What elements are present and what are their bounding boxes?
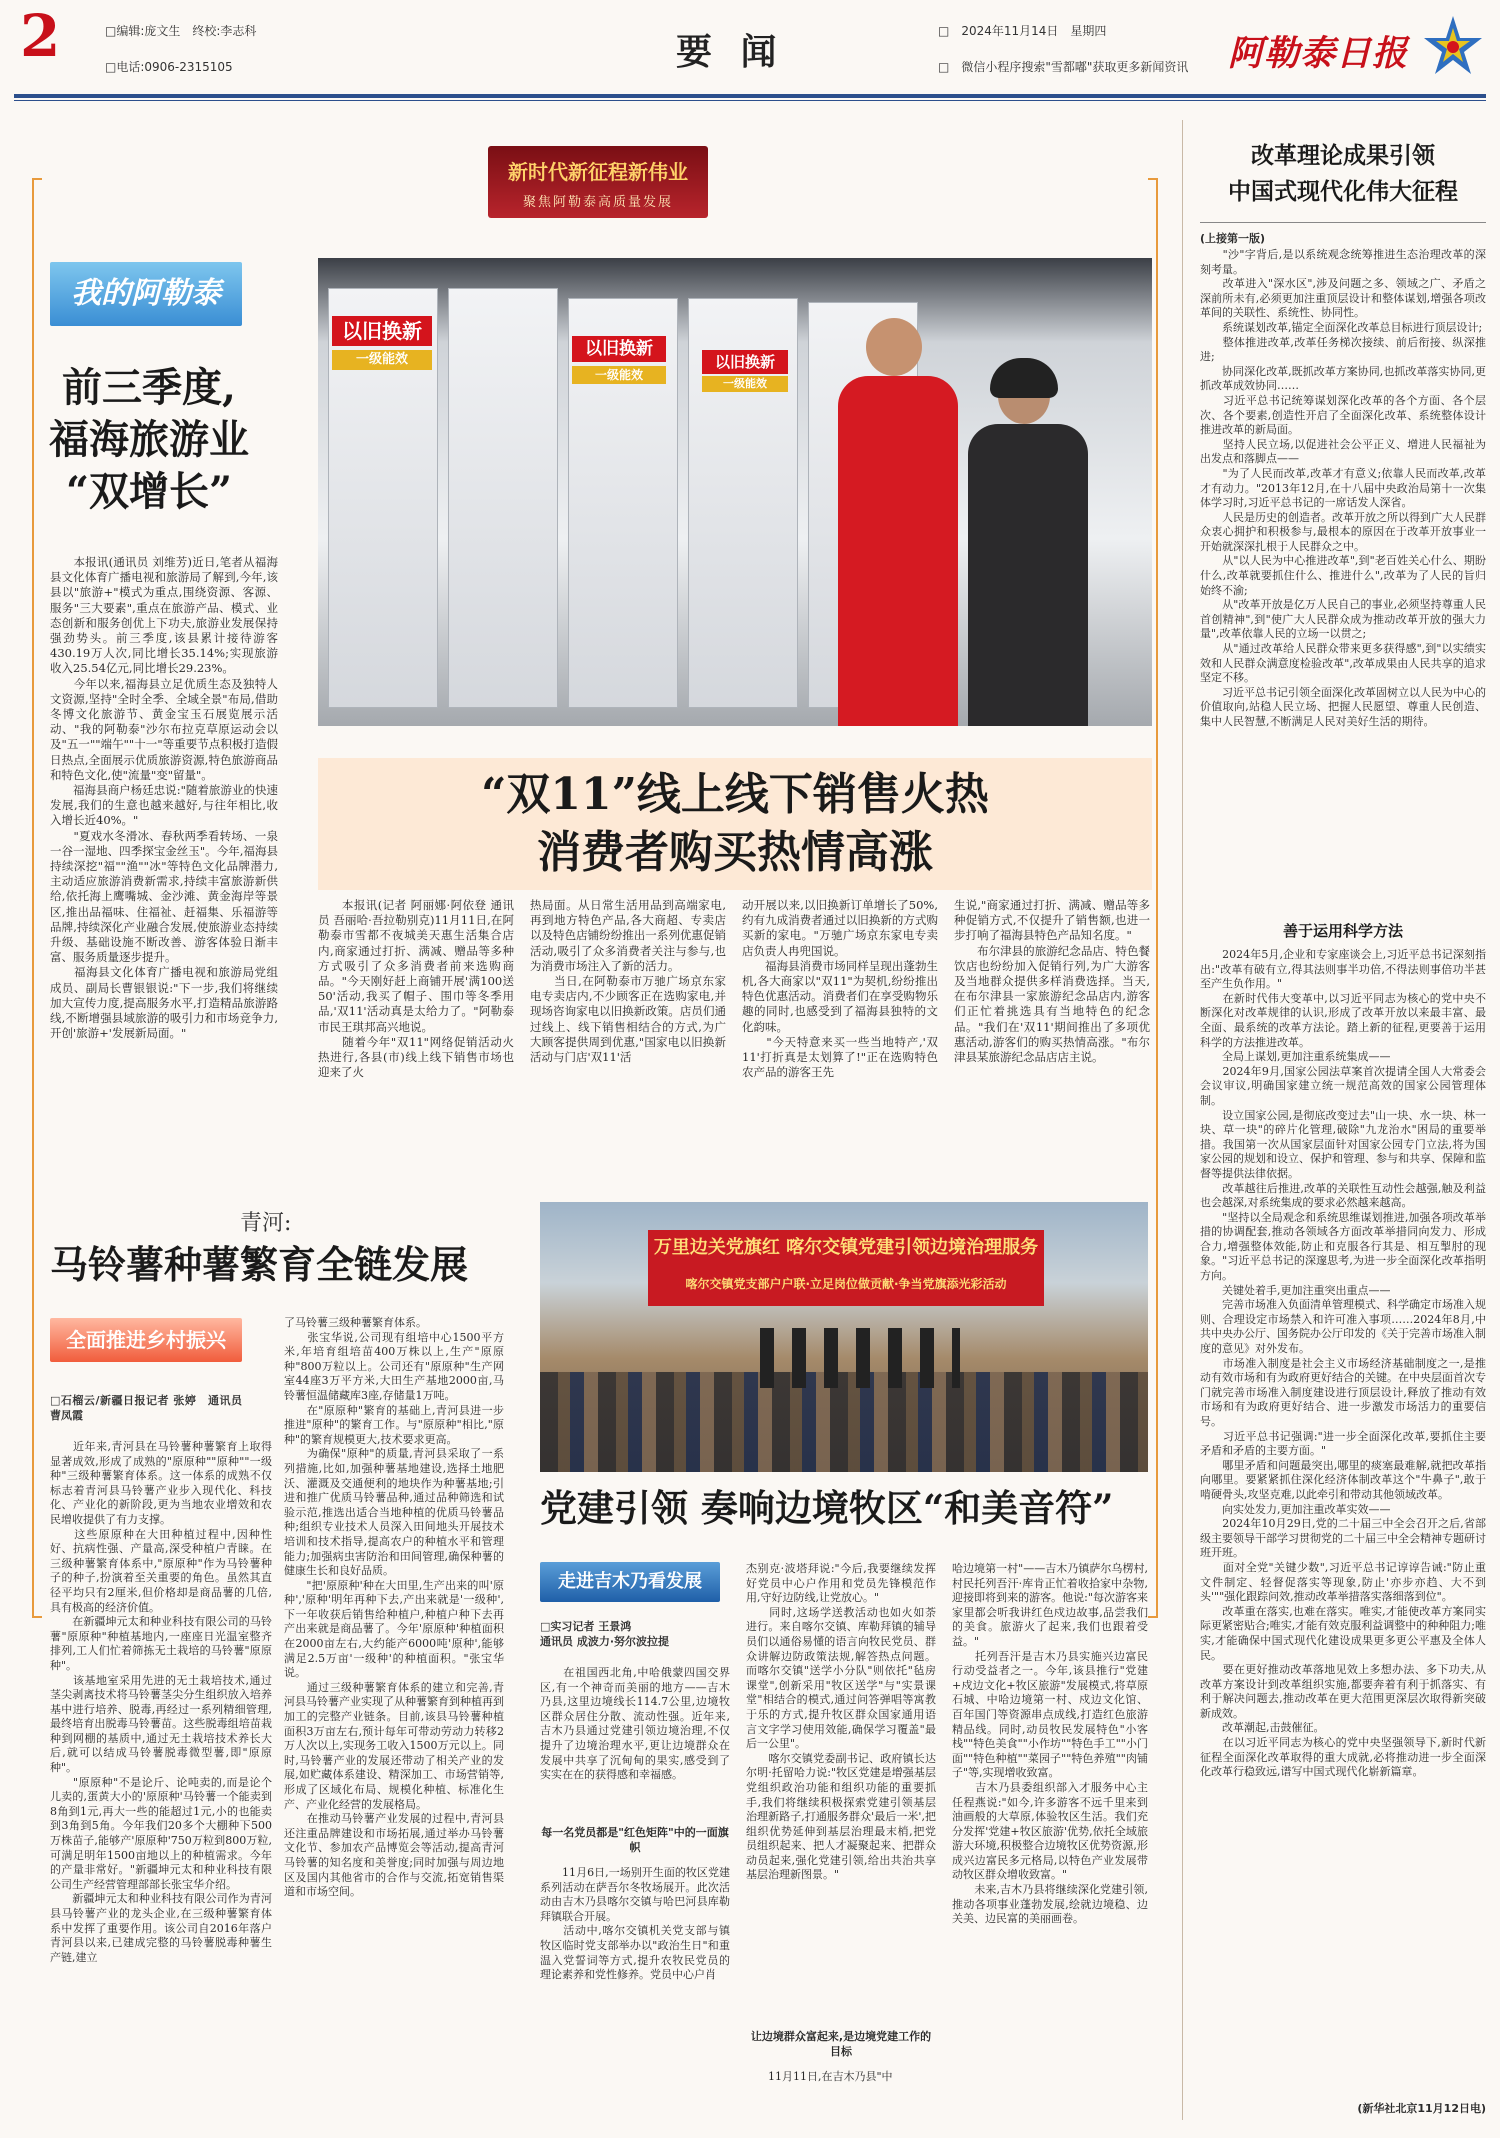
masthead-rule-thin	[14, 100, 1486, 101]
tourism-title-l1: 前三季度,	[62, 364, 236, 411]
page-number: 2	[20, 2, 61, 70]
frontier-byline: □实习记者 王景鸿 通讯员 成波力·努尔波拉提	[540, 1620, 670, 1648]
frontier-photo-people	[760, 1328, 960, 1388]
shopping-headline	[318, 758, 1152, 890]
photo-salesperson-body	[838, 376, 958, 726]
frontier-tag	[540, 1562, 720, 1602]
frontier-sub-1: 每一名党员都是"红色矩阵"中的一面旗帜	[541, 1826, 729, 1854]
frontier-tag-text: 走进吉木乃看发展	[558, 1571, 702, 1592]
reform-title	[1200, 138, 1486, 210]
photo-sign-2: 一级能效	[332, 350, 432, 370]
reform-subhead: 善于运用科学方法	[1282, 922, 1403, 940]
tourism-kicker-text: 我的阿勒泰	[71, 276, 221, 311]
tourism-kicker	[50, 262, 242, 326]
frontier-col-2b: 11月11日,在吉木乃县"中	[746, 2070, 893, 2083]
shopping-col-4: 生说,"商家通过打折、满减、赠品等多种促销方式,不仅提升了销售额,也进一步打响了福海县特色产品知名度。" 布尔津县的旅游纪念品店、特色餐饮店也纷纷加入促销行列,为广大游客及当地群众提供多样消费选择。当天,在布尔津县一家旅游纪念品店内,游客们正忙着挑选具有当地特色的纪念品。"我们在'双11'期间推出了多项优惠活动,游客们的购买热情高涨。"布尔津县某旅游纪念品店店主说。	[954, 898, 1150, 1065]
tourism-title-l3: “双增长”	[65, 468, 232, 515]
potato-title: 马铃薯种薯繁育全链发展	[50, 1242, 469, 1287]
tourism-title-l2: 福海旅游业	[49, 416, 249, 463]
frontier-col-3: 哈边境第一村"——吉木乃镇萨尔乌楞村,村民托列吾汗·库肯正忙着收拾家中杂物,迎接即将到来的游客。他说:"每次游客来家里都会听我讲红色戍边故事,品尝我们的美食。旅游火了起来,我们也跟着受益。" 托列吾汗是吉木乃县实施兴边富民行动受益者之一。今年,该县推行"党建+戍边文化+牧区旅游"发展模式,将草原石城、中哈边境第一村、戍边文化馆、百年国门等资源串点成线,打造红色旅游精品线。同时,动员牧民发展特色"小客栈""特色美食""小作坊""特色手工""小门面""特色种植""菜园子""特色养殖""肉铺子"等,实现增收致富。 吉木乃县委组织部入才服务中心主任程燕说:"如今,许多游客不远千里来到油画般的大草原,体验牧区生活。我们充分发挥'党建+牧区旅游'优势,依托全域旅游大环境,积极整合边境牧区优势资源,形成兴边富民多元格局,以特色产业发展带动牧区群众增收致富。" 未来,吉木乃县将继续深化党建引领,推动各项事业蓬勃发展,绘就边境稳、边关美、边民富的美丽画卷。	[952, 1562, 1148, 1926]
frontier-col-1: 在祖国西北角,中哈俄蒙四国交界区,有一个神奇而美丽的地方——吉木乃县,这里边境线长114.7公里,边境牧区群众居住分散、流动性强。近年来,吉木乃县通过党建引领边境治理,不仅提升了边境治理水平,更让边境群众在发展中共享了沉甸甸的果实,感受到了实实在在的获得感和幸福感。	[540, 1666, 730, 1782]
frontier-banner-1: 万里边关党旗红 喀尔交镇党建引领边境治理服务	[653, 1237, 1039, 1258]
frontier-banner-cloth	[648, 1230, 1044, 1306]
frontier-col-2: 杰别克·波塔拜说:"今后,我要继续发挥好党员中心户作用和党员先锋模范作用,守好边防线,让党放心。" 同时,这场学送教活动也如火如荼进行。来自喀尔交镇、库勒拜镇的辅导员们以通俗易懂的语言向牧民党员、群众讲解边防政策法规,解答热点问题。而喀尔交镇"送学小分队"则依托"毡房课堂",创新采用"牧区送学"与"实景课堂"相结合的模式,通过问答弹唱等寓教于乐的方式,提升牧区群众国家通用语言文字学习使用效能,确保学习覆盖"最后一公里"。 喀尔交镇党委副书记、政府镇长达尔明·托留哈力说:"牧区党建是增强基层党组织政治功能和组织功能的重要抓手,我们将继续积极探索党建引领基层治理新路子,打通服务群众'最后一米',把组织优势延伸到基层治理最末梢,把党员组织起来、把人才凝聚起来、把群众动员起来,强化党建引领,给出共治共享基层治理新图景。"	[746, 1562, 936, 1882]
shopping-title-l1: “双11”线上线下销售火热	[481, 769, 989, 820]
date-line: □ 2024年11月14日 星期四	[938, 24, 1107, 38]
photo-sign-6: 一级能效	[702, 376, 788, 392]
reform-continued: (上接第一版)	[1200, 232, 1266, 245]
banner-line1: 新时代新征程新伟业	[508, 160, 688, 184]
photo-sign-5: 以旧换新	[702, 350, 788, 374]
reform-title-l2: 中国式现代化伟大征程	[1228, 178, 1458, 205]
shopping-col-2: 热局面。从日常生活用品到高端家电,再到地方特色产品,各大商超、专卖店以及特色店铺纷纷推出一系列优惠促销活动,吸引了众多消费者关注与参与,也为消费市场注入了新的活力。 当日,在阿勒泰市万驰广场京东家电专卖店内,不少顾客正在选购家电,并现场咨询家电以旧换新政策。店员们通过线上、线下销售相结合的方式,为广大顾客提供周到优惠,"国家电以旧换新活动与门店'双11'活	[530, 898, 726, 1065]
frontier-title: 党建引领 奏响边境牧区“和美音符”	[540, 1486, 1114, 1530]
shopping-title-l2: 消费者购买热情高涨	[537, 827, 933, 878]
photo-sign-3: 以旧换新	[572, 336, 666, 362]
banner-line2: 聚焦阿勒泰高质量发展	[522, 195, 673, 210]
reform-title-rule	[1200, 222, 1486, 223]
potato-byline: □石榴云/新疆日报记者 张婷 通讯员 曹凤霞	[50, 1394, 242, 1422]
masthead-rule	[14, 94, 1486, 98]
section-title: 要 闻	[676, 31, 785, 73]
paper-name-logo: 阿勒泰日报	[1228, 33, 1409, 74]
reform-credit: (新华社北京11月12日电)	[1357, 2102, 1486, 2115]
shopping-col-1: 本报讯(记者 阿丽娜·阿依登 通讯员 吾丽哈·吾拉勒别克)11月11日,在阿勒泰市雪都不夜城美天惠生活集合店内,商家通过打折、满减、赠品等多种方式吸引了众多消费者前来选购商品。"今天刚好赶上商铺开展'满100送50'活动,我买了帽子、围巾等冬季用品,'双11'活动真是太给力了。"阿勒泰市民王琪邦高兴地说。 随着今年"双11"网络促销活动火热进行,各县(市)线上线下销售市场也迎来了火	[318, 898, 514, 1080]
frontier-col-1b: 11月6日,一场别开生面的牧区党建系列活动在萨吾尔冬牧场展开。此次活动由吉木乃县喀尔交镇与哈巴河县库勒拜镇联合开展。 活动中,喀尔交镇机关党支部与镇牧区临时党支部举办以"政治生日"和重温入党誓词等方式,提升农牧民党员的理论素养和党性修养。党员中心户肖	[540, 1866, 730, 1982]
reform-body-2: 2024年5月,企业和专家座谈会上,习近平总书记深刻指出:"改革有破有立,得其法则事半功倍,不得法则事倍功半甚至产生负作用。" 在新时代伟大变革中,以习近平同志为核心的党中央不断深化对改革规律的认识,形成了改革开放以来最丰富、最全面、最系统的改革方法论。踏上新的征程,更要善于运用科学的方法推进改革。 全局上谋划,更加注重系统集成—— 2024年9月,国家公园法草案首次提请全国人大常委会会议审议,明确国家建立统一规范高效的国家公园管理体制。 设立国家公园,是彻底改变过去"山一块、水一块、林一块、草一块"的碎片化管理,破除"九龙治水"困局的重要举措。我国第一次从国家层面针对国家公园专门立法,将为国家公园的规划和设立、保护和管理、参与和共享、保障和监督等提供法律依据。 改革越往后推进,改革的关联性互动性会越强,触及利益也会越深,对系统集成的要求必然越来越高。 "坚持以全局观念和系统思维谋划推进,加强各项改革举措的协调配套,推动各领域各方面改革举措同向发力、形成合力,增强整体效能,防止和克服各行其是、相互掣肘的现象。"习近平总书记的深邃思考,为进一步全面深化改革指明方向。 关键处着手,更加注重突出重点—— 完善市场准入负面清单管理模式、科学确定市场准入规则、合理设定市场禁入和许可准入事项……2024年8月,中共中央办公厅、国务院办公厅印发的《关于完善市场准入制度的意见》对外发布。 市场准入制度是社会主义市场经济基础制度之一,是推动有效市场和有为政府更好结合的关键。在中央层面首次专门就完善市场准入制度建设进行顶层设计,释放了推动有效市场和有为政府更好结合、进一步激发市场活力的重要信号。 习近平总书记强调:"进一步全面深化改革,要抓住主要矛盾和矛盾的主要方面。" 哪里矛盾和问题最突出,哪里的痰塞最难解,就把改革指向哪里。要紧紧抓住深化经济体制改革这个"牛鼻子",敢于啃硬骨头,攻坚克难,以此牵引和带动其他领域改革。 向实处发力,更加注重改革实效—— 2024年10月29日,党的二十届三中全会召开之后,省部级主要领导干部学习贯彻党的二十届三中全会精神专题研讨班开班。 面对全党"关键少数",习近平总书记谆谆告诫:"防止重文件制定、轻督促落实等现象,防止'亦步亦趋、大不到头'""强化跟踪问效,推动改革举措落实落细落到位"。 改革重在落实,也难在落实。唯实,才能使改革方案同实际更紧密贴合;唯实,才能有效克服利益调整中的种种阻力;唯实,才能确保中国式现代化建设成果更多更公平惠及全体人民。 要在更好推动改革落地见效上多想办法、多下功夫,从改革方案设计到改革组织实施,都要奔着有利于抓落实、有利于解决问题去,推动改革在更大范围更深层次取得新突破新成效。 改革潮起,击鼓催征。 在以习近平同志为核心的党中央坚强领导下,新时代新征程全面深化改革取得的重大成就,必将推动进一步全面深化改革行稳致远,谱写中国式现代化崭新篇章。	[1200, 948, 1486, 1779]
potato-tag	[50, 1318, 242, 1362]
potato-col-2: 了马铃薯三级种薯繁育体系。 张宝华说,公司现有组培中心1500平方米,年培育组培苗400万株以上,生产"原原种"800万粒以上。公司还有"原原种"生产网室44座3万平方米,大田生产基地2000亩,马铃薯恒温储藏库3座,存储量1万吨。 在"原原种"繁育的基础上,青河县进一步推进"原种"的繁育工作。与"原原种"相比,"原种"的繁育规模更大,技术要求更高。 为确保"原种"的质量,青河县采取了一系列措施,比如,加强种薯基地建设,选择土地肥沃、灌溉及交通便利的地块作为种薯基地;引进和推广优质马铃薯品种,通过品种筛选和试验示范,推选出适合当地种植的优质马铃薯品种;组织专业技术人员深入田间地头开展技术培训和技术指导,提高农户的种植水平和管理能力;加强病虫害防治和田间管理,确保种薯的健康生长和良好品质。 "把'原原种'种在大田里,生产出来的叫'原种','原种'明年再种下去,产出来就是'一级种',下一年收获后销售给种植户,种植户种下去再产出来就是商品薯了。今年'原原种'种植面积在2000亩左右,大约能产6000吨'原种',能够满足2.5万亩'一级种'的种植面积。"张宝华说。 通过三级种薯繁育体系的建立和完善,青河县马铃薯产业实现了从种薯繁育到种植再到加工的完整产业链条。目前,该县马铃薯种植面积3万亩左右,预计每年可带动劳动力转移2万人次以上,实现务工收入1500万元以上。同时,马铃薯产业的发展还带动了相关产业的发展,如贮藏体系建设、精深加工、市场营销等,形成了区域化布局、规模化种植、标准化生产、产业化经营的发展格局。 在推动马铃薯产业发展的过程中,青河县还注重品牌建设和市场拓展,通过举办马铃薯文化节、参加农产品博览会等活动,提高青河马铃薯的知名度和美誉度;同时加强与周边地区及国内其他省市的合作与交流,拓宽销售渠道和市场空间。	[284, 1316, 504, 1899]
potato-tag-text: 全面推进乡村振兴	[66, 1328, 226, 1352]
photo-sign-1: 以旧换新	[332, 316, 432, 346]
tourism-title	[44, 362, 254, 518]
wechat-line: □ 微信小程序搜索"雪都嘟"获取更多新闻资讯	[938, 60, 1189, 74]
reform-body-1: "沙"字背后,是以系统观念统筹推进生态治理改革的深刻考量。 改革进入"深水区",涉及问题之多、领域之广、矛盾之深前所未有,必须更加注重顶层设计和整体谋划,增强各项改革间的关联性、系统性、协同性。 系统谋划改革,锚定全面深化改革总目标进行顶层设计; 整体推进改革,改革任务梯次接续、前后衔接、纵深推进; 协同深化改革,既抓改革方案协同,也抓改革落实协同,更抓改革成效协同…… 习近平总书记统筹谋划深化改革的各个方面、各个层次、各个要素,创造性开启了全面深化改革、系统整体设计推进改革的新局面。 坚持人民立场,以促进社会公平正义、增进人民福祉为出发点和落脚点—— "为了人民而改革,改革才有意义;依靠人民而改革,改革才有动力。"2013年12月,在十八届中央政治局第十一次集体学习时,习近平总书记的一席话发人深省。 人民是历史的创造者。改革开放之所以得到广大人民群众衷心拥护和积极参与,最根本的原因在于改革开放事业一开始就深深扎根于人民群众之中。 从"以人民为中心推进改革",到"老百姓关心什么、期盼什么,改革就要抓住什么、推进什么",改革为了人民的旨归始终不渝; 从"改革开放是亿万人民自己的事业,必须坚持尊重人民首创精神",到"使广大人民群众成为推动改革开放的强大力量",改革依靠人民的立场一以贯之; 从"通过改革给人民群众带来更多获得感",到"以实绩实效和人民群众满意度检验改革",改革成果由人民共享的追求坚定不移。 习近平总书记引领全面深化改革固树立以人民为中心的价值取向,站稳人民立场、把握人民愿望、尊重人民创造、集中人民智慧,不断满足人民对美好生活的期待。	[1200, 248, 1486, 728]
shopping-photo	[318, 258, 1152, 726]
photo-sign-4: 一级能效	[572, 366, 666, 384]
masthead	[0, 0, 1500, 102]
phone-line: □电话:0906-2315105	[105, 60, 233, 74]
frame-bracket-left	[32, 178, 42, 1618]
photo-customer-hair	[990, 358, 1058, 398]
special-banner	[488, 146, 708, 218]
photo-salesperson	[866, 318, 922, 376]
tourism-body: 本报讯(通讯员 刘维芳)近日,笔者从福海县文化体育广播电视和旅游局了解到,今年,该县以"旅游+"模式为重点,围绕资源、客源、服务"三大要素",重点在旅游产品、模式、业态创新和服务创优上下功夫,旅游业发展保持强劲势头。前三季度,该县累计接待游客430.19万人次,同比增长35.14%;实现旅游收入25.54亿元,同比增长29.23%。 今年以来,福海县立足优质生态及独特人文资源,坚持"全时全季、全域全景"布局,借助冬博文化旅游节、黄金宝玉石展览展示活动、"我的阿勒泰"沙尔布拉克草原运动会以及"五一""端午""十一"等重要节点积极打造假日热点,全面展示优质旅游资源,特色旅游商品和特色文化,使"流量"变"留量"。 福海县商户杨廷忠说:"随着旅游业的快速发展,我们的生意也越来越好,与往年相比,收入增长近40%。" "夏戏水冬滑冰、春秋两季看转场、一泉一谷一湿地、四季探宝金丝玉"。今年,福海县持续深挖"福""渔""冰"等特色文化品牌潜力,主动适应旅游消费新需求,持续丰富旅游新供给,依托海上鹰嘴城、金沙滩、黄金海岸等景区,推出品福味、住福祉、赶福集、乐福游等品牌,持续深化产业融合发展,使旅游业态持续升级、基础设施不断改善、游客体验日渐丰富、服务质量逐步提升。 福海县文化体育广播电视和旅游局党组成员、副局长曹银银说:"下一步,我们将继续加大宣传力度,提高服务水平,打造精品旅游路线,不断增强县域旅游的吸引力和市场竞争力,开创'旅游+'发展新局面。"	[50, 555, 278, 1041]
potato-kicker: 青河:	[240, 1211, 292, 1236]
potato-col-1: 近年来,青河县在马铃薯种薯繁育上取得显著成效,形成了成熟的"原原种""原种""一级种"三级种薯繁育体系。这一体系的成熟不仅标志着青河县马铃薯产业步入现代化、科技化、产业化的新阶段,更为当地农业增效和农民增收提供了有力支撑。 这些原原种在大田种植过程中,因种性好、抗病性强、产量高,深受种植户青睐。在三级种薯繁育体系中,"原原种"作为马铃薯种子的种子,扮演着至关重要的角色。虽然其直径平均只有2厘米,但价格却是商品薯的几倍,具有极高的经济价值。 在新疆坤元太和种业科技有限公司的马铃薯"原原种"种植基地内,一座座日光温室整齐排列,工人们忙着筛拣无土栽培的马铃薯"原原种"。 该基地室采用先进的无土栽培技术,通过茎尖剥离技术将马铃薯茎尖分生组织放入培养基中进行培养、脱毒,再经过一系列精细管理,最终培育出脱毒马铃薯苗。这些脱毒组培苗栽种到网棚的基质中,通过无土栽培技术养长大后,就可以结成马铃薯脱毒微型薯,即"原原种"。 "原原种"不是论斤、论吨卖的,而是论个儿卖的,蛋黄大小的'原原种'马铃薯一个能卖到8角到1元,再大一些的能超过1元,小的也能卖到3角到5角。今年我们20多个大棚种下500万株苗子,能够产'原原种'750万粒到800万粒,可满足明年1500亩地以上的种植需求。今年的产量非常好。"新疆坤元太和种业科技有限公司生产经营管理部部长张宝华介绍。 新疆坤元太和种业科技有限公司作为青河县马铃薯产业的龙头企业,在三级种薯繁育体系中发挥了重要作用。该公司自2016年落户青河县以来,已建成完整的马铃薯脱毒种薯生产链,建立	[50, 1440, 272, 1964]
frontier-sub-2: 让边境群众富起来,是边境党建工作的目标	[750, 2030, 932, 2058]
frontier-photo	[540, 1202, 1148, 1472]
reform-divider	[1182, 120, 1183, 2120]
reform-title-l1: 改革理论成果引领	[1251, 142, 1435, 169]
frontier-banner-2: 喀尔交镇党支部户户联·立足岗位做贡献·争当党旗添光彩活动	[685, 1277, 1007, 1291]
shopping-col-3: 动开展以来,以旧换新订单增长了50%,约有九成消费者通过以旧换新的方式购买新的家电。"万驰广场京东家电专卖店负责人冉兜国说。 福海县消费市场同样呈现出蓬勃生机,各大商家以"双11"为契机,纷纷推出特色优惠活动。消费者们在享受购物乐趣的同时,也感受到了福海县独特的文化韵味。 "今天特意来买一些当地特产,'双11'打折真是太划算了!"正在选购特色农产品的游客王先	[742, 898, 938, 1080]
editor-line: □编辑:庞文生 终校:李志科	[105, 24, 257, 38]
paper-emblem-icon	[1418, 12, 1488, 82]
photo-customer-body	[968, 424, 1088, 726]
